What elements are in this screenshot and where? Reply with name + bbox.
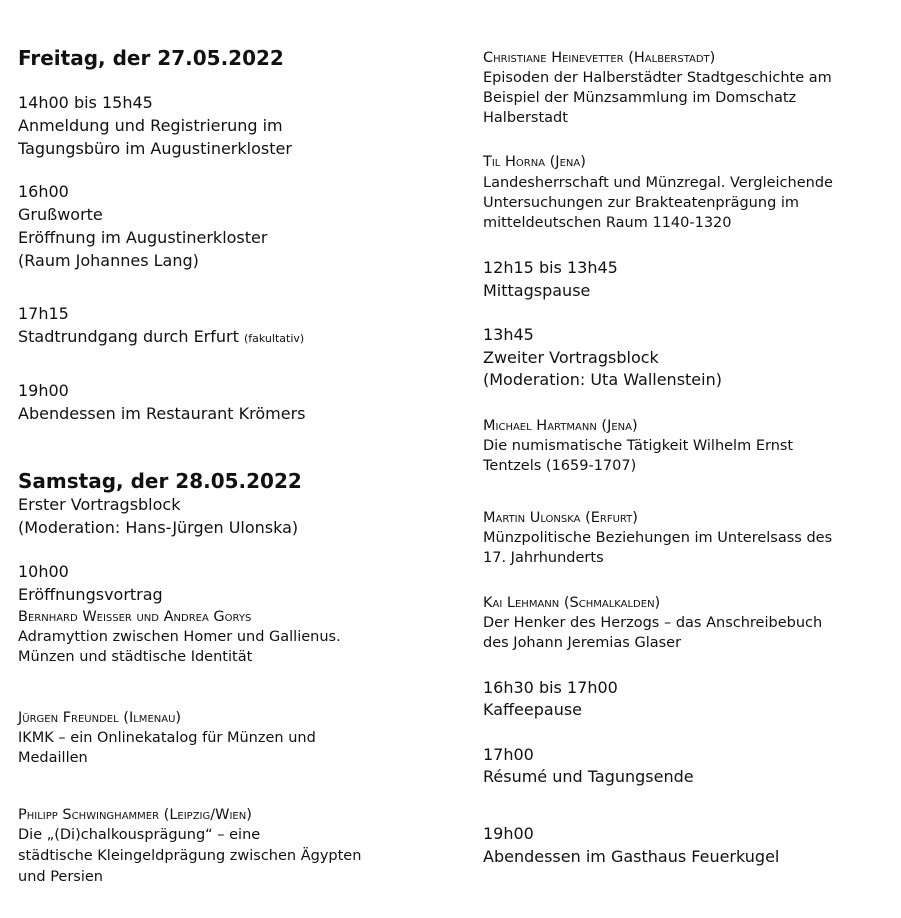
talk-title-line: IKMK – ein Onlinekatalog für Münzen und bbox=[18, 730, 316, 746]
saturday-keynote-title-line: Adramyttion zwischen Homer und Gallienus. bbox=[18, 629, 341, 645]
talk-title-line: des Johann Jeremias Glaser bbox=[483, 635, 682, 651]
friday-opening-line: (Raum Johannes Lang) bbox=[18, 251, 199, 270]
second-block-title: Zweiter Vortragsblock bbox=[483, 348, 659, 367]
talk-title-line: 17. Jahrhunderts bbox=[483, 550, 604, 566]
talk-speaker: Philipp Schwinghammer (Leipzig/Wien) bbox=[18, 807, 252, 823]
talk-title-line: Der Henker des Herzogs – das Anschreibebuch bbox=[483, 615, 823, 631]
saturday-keynote-label: Eröffnungsvortrag bbox=[18, 585, 163, 604]
talk-title-line: Die numismatische Tätigkeit Wilhelm Ernst bbox=[483, 438, 794, 454]
talk-title-line: Beispiel der Münzsammlung im Domschatz bbox=[483, 90, 797, 106]
friday-opening-line: Eröffnung im Augustinerkloster bbox=[18, 228, 268, 247]
friday-heading: Freitag, der 27.05.2022 bbox=[18, 46, 284, 70]
closing-label: Résumé und Tagungsende bbox=[483, 767, 694, 786]
talk-speaker: Martin Ulonska (Erfurt) bbox=[483, 510, 638, 526]
friday-registration-line: Anmeldung und Registrierung im bbox=[18, 116, 283, 135]
friday-time-dinner: 19h00 bbox=[18, 381, 69, 400]
talk-title-line: Tentzels (1659-1707) bbox=[483, 458, 637, 474]
talk-title-line: städtische Kleingeldprägung zwischen Ägypten bbox=[18, 848, 362, 864]
friday-tour-note: (fakultativ) bbox=[243, 332, 305, 345]
friday-dinner-line: Abendessen im Restaurant Krömers bbox=[18, 404, 306, 423]
closing-time: 17h00 bbox=[483, 745, 534, 764]
talk-title-line: Episoden der Halberstädter Stadtgeschichte am bbox=[483, 70, 832, 86]
friday-time-registration: 14h00 bis 15h45 bbox=[18, 93, 153, 112]
talk-speaker: Kai Lehmann (Schmalkalden) bbox=[483, 595, 661, 611]
saturday-dinner-label: Abendessen im Gasthaus Feuerkugel bbox=[483, 847, 780, 866]
talk-speaker: Michael Hartmann (Jena) bbox=[483, 418, 638, 434]
talk-title-line: Landesherrschaft und Münzregal. Vergleichende bbox=[483, 175, 833, 191]
saturday-heading: Samstag, der 28.05.2022 bbox=[18, 469, 302, 493]
friday-tour-text: Stadtrundgang durch Erfurt bbox=[18, 327, 239, 346]
talk-title-line: Halberstadt bbox=[483, 110, 568, 126]
lunch-label: Mittagspause bbox=[483, 281, 591, 300]
talk-title-line: Die „(Di)chalkousprägung“ – eine bbox=[18, 827, 261, 843]
lunch-time: 12h15 bis 13h45 bbox=[483, 258, 618, 277]
saturday-time-keynote: 10h00 bbox=[18, 562, 69, 581]
saturday-block-title: Erster Vortragsblock bbox=[18, 495, 181, 514]
friday-time-opening: 16h00 bbox=[18, 182, 69, 201]
saturday-keynote-title-line: Münzen und städtische Identität bbox=[18, 649, 253, 665]
coffee-break-label: Kaffeepause bbox=[483, 700, 583, 719]
friday-tour-line bbox=[18, 326, 304, 350]
talk-title-line: Medaillen bbox=[18, 750, 88, 766]
saturday-keynote-speakers: Bernhard Weisser und Andrea Gorys bbox=[18, 609, 252, 625]
talk-speaker: Til Horna (Jena) bbox=[483, 154, 586, 170]
coffee-break-time: 16h30 bis 17h00 bbox=[483, 678, 618, 697]
friday-registration-line: Tagungsbüro im Augustinerkloster bbox=[18, 139, 292, 158]
talk-speaker: Jürgen Freundel (Ilmenau) bbox=[18, 710, 182, 726]
saturday-block-moderation: (Moderation: Hans-Jürgen Ulonska) bbox=[18, 518, 299, 537]
talk-speaker: Christiane Heinevetter (Halberstadt) bbox=[483, 50, 716, 66]
talk-title-line: und Persien bbox=[18, 869, 103, 885]
saturday-dinner-time: 19h00 bbox=[483, 824, 534, 843]
talk-title-line: Münzpolitische Beziehungen im Unterelsass des bbox=[483, 530, 833, 546]
second-block-moderation: (Moderation: Uta Wallenstein) bbox=[483, 370, 722, 389]
talk-title-line: mitteldeutschen Raum 1140-1320 bbox=[483, 215, 732, 231]
friday-time-tour: 17h15 bbox=[18, 304, 69, 323]
talk-title-line: Untersuchungen zur Brakteatenprägung im bbox=[483, 195, 800, 211]
second-block-time: 13h45 bbox=[483, 325, 534, 344]
friday-opening-line: Grußworte bbox=[18, 205, 103, 224]
